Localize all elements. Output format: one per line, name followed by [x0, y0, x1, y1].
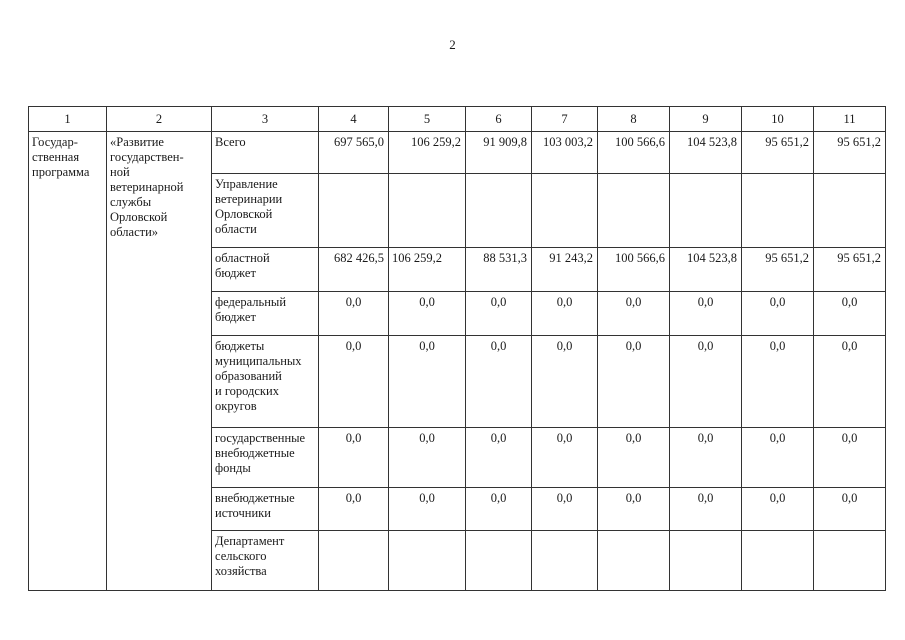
- value-cell: [742, 174, 814, 248]
- value-cell: [670, 174, 742, 248]
- value-cell: 0,0: [598, 336, 670, 428]
- value-cell: [598, 174, 670, 248]
- row-label: Управление ветеринарии Орловской области: [212, 174, 319, 248]
- value-cell: 0,0: [742, 428, 814, 488]
- value-cell: 682 426,5: [319, 248, 389, 292]
- value-cell: [319, 174, 389, 248]
- value-cell: 0,0: [389, 336, 466, 428]
- value-cell: [814, 531, 886, 591]
- value-cell: 103 003,2: [532, 132, 598, 174]
- value-cell: 95 651,2: [814, 132, 886, 174]
- value-cell: [466, 531, 532, 591]
- row-label: Всего: [212, 132, 319, 174]
- value-cell: 95 651,2: [814, 248, 886, 292]
- header-cell: 10: [742, 107, 814, 132]
- budget-table: [28, 106, 886, 591]
- header-cell: 8: [598, 107, 670, 132]
- header-cell: 6: [466, 107, 532, 132]
- table-header-row: [29, 107, 886, 132]
- row-label: внебюджетные источники: [212, 488, 319, 531]
- value-cell: 0,0: [670, 428, 742, 488]
- value-cell: 697 565,0: [319, 132, 389, 174]
- value-cell: [742, 531, 814, 591]
- value-cell: 0,0: [319, 488, 389, 531]
- value-cell: 0,0: [532, 292, 598, 336]
- value-cell: [532, 531, 598, 591]
- value-cell: 100 566,6: [598, 132, 670, 174]
- row-label: государственные внебюджетные фонды: [212, 428, 319, 488]
- value-cell: 0,0: [814, 292, 886, 336]
- value-cell: 0,0: [670, 336, 742, 428]
- table-row: [29, 132, 886, 174]
- program-name-cell: [107, 132, 212, 591]
- value-cell: 106 259,2: [389, 248, 466, 292]
- value-cell: 0,0: [466, 428, 532, 488]
- value-cell: 0,0: [598, 428, 670, 488]
- header-cell: 3: [212, 107, 319, 132]
- header-cell: 4: [319, 107, 389, 132]
- value-cell: 88 531,3: [466, 248, 532, 292]
- value-cell: [532, 174, 598, 248]
- value-cell: 0,0: [814, 336, 886, 428]
- value-cell: 0,0: [532, 488, 598, 531]
- value-cell: 0,0: [319, 336, 389, 428]
- program-type-cell: [29, 132, 107, 591]
- value-cell: 0,0: [389, 488, 466, 531]
- header-cell: 7: [532, 107, 598, 132]
- row-label: бюджеты муниципальных образований и городских округов: [212, 336, 319, 428]
- value-cell: [670, 531, 742, 591]
- value-cell: 0,0: [598, 292, 670, 336]
- value-cell: 0,0: [389, 428, 466, 488]
- header-cell: 9: [670, 107, 742, 132]
- value-cell: 0,0: [814, 488, 886, 531]
- value-cell: [598, 531, 670, 591]
- value-cell: 0,0: [670, 292, 742, 336]
- value-cell: 0,0: [532, 336, 598, 428]
- row-label: Департамент сельского хозяйства: [212, 531, 319, 591]
- value-cell: 100 566,6: [598, 248, 670, 292]
- value-cell: 0,0: [670, 488, 742, 531]
- value-cell: [319, 531, 389, 591]
- value-cell: 0,0: [814, 428, 886, 488]
- value-cell: 0,0: [389, 292, 466, 336]
- program-name-text: «Развитие государствен- ной ветеринарной службы Орловской области»: [110, 135, 184, 239]
- value-cell: [814, 174, 886, 248]
- value-cell: 0,0: [466, 292, 532, 336]
- header-cell: 5: [389, 107, 466, 132]
- value-cell: 0,0: [742, 292, 814, 336]
- value-cell: 0,0: [598, 488, 670, 531]
- header-cell: 2: [107, 107, 212, 132]
- value-cell: [389, 531, 466, 591]
- value-cell: [466, 174, 532, 248]
- value-cell: [389, 174, 466, 248]
- row-label: областной бюджет: [212, 248, 319, 292]
- value-cell: 95 651,2: [742, 248, 814, 292]
- program-type-text: Государ- ственная программа: [32, 135, 90, 179]
- value-cell: 91 243,2: [532, 248, 598, 292]
- page-number: 2: [449, 37, 456, 52]
- value-cell: 0,0: [532, 428, 598, 488]
- value-cell: 95 651,2: [742, 132, 814, 174]
- header-cell: 11: [814, 107, 886, 132]
- row-label: федеральный бюджет: [212, 292, 319, 336]
- value-cell: 0,0: [466, 336, 532, 428]
- value-cell: 91 909,8: [466, 132, 532, 174]
- value-cell: 0,0: [742, 488, 814, 531]
- value-cell: 104 523,8: [670, 132, 742, 174]
- value-cell: 106 259,2: [389, 132, 466, 174]
- value-cell: 104 523,8: [670, 248, 742, 292]
- value-cell: 0,0: [742, 336, 814, 428]
- value-cell: 0,0: [466, 488, 532, 531]
- value-cell: 0,0: [319, 428, 389, 488]
- header-cell: 1: [29, 107, 107, 132]
- value-cell: 0,0: [319, 292, 389, 336]
